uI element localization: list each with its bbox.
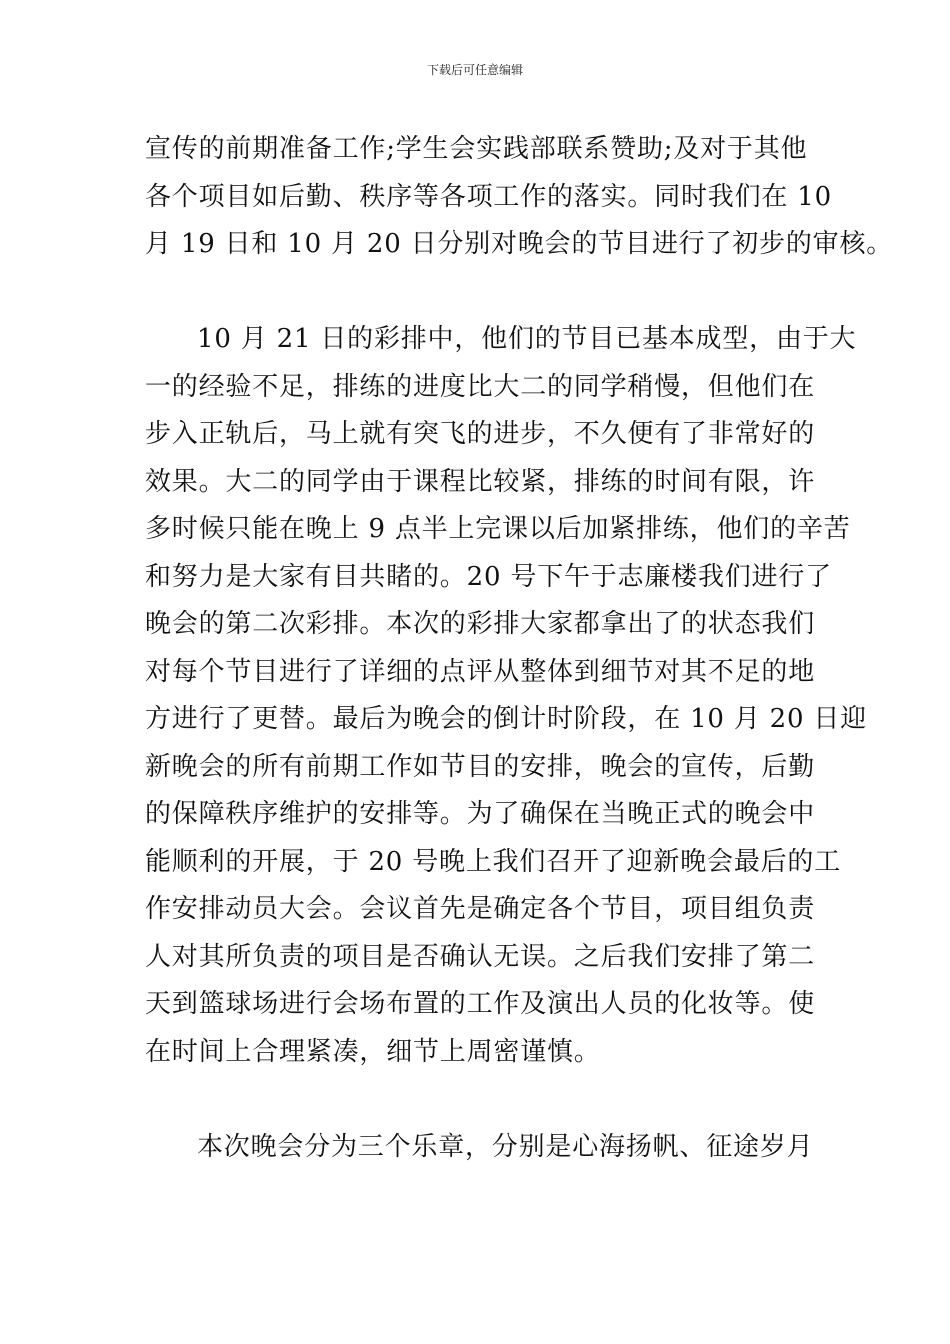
text-line: 各个项目如后勤、秩序等各项工作的落实。同时我们在 10 [145, 181, 832, 212]
text-line: 的保障秩序维护的安排等。为了确保在当晚正式的晚会中 [145, 799, 816, 829]
text-line: 本次晚会分为三个乐章，分别是心海扬帆、征途岁月 [197, 1131, 814, 1162]
text-line: 和努力是大家有目共睹的。20 号下午于志廉楼我们进行了 [145, 561, 832, 592]
text-line: 人对其所负责的项目是否确认无误。之后我们安排了第二 [145, 941, 816, 972]
paragraph-gap [145, 269, 810, 317]
text-line: 月 19 日和 10 月 20 日分别对晚会的节目进行了初步的审核。 [145, 229, 894, 259]
text-line: 能顺利的开展，于 20 号晚上我们召开了迎新晚会最后的工 [145, 846, 842, 877]
text-line: 10 月 21 日的彩排中，他们的节目已基本成型，由于大 [197, 324, 857, 354]
paragraph-2 [145, 316, 868, 1076]
text-line: 天到篮球场进行会场布置的工作及演出人员的化妆等。使 [145, 989, 816, 1019]
text-line: 宣传的前期准备工作;学生会实践部联系赞助;及对于其他 [145, 134, 808, 164]
text-line: 晚会的第二次彩排。本次的彩排大家都拿出了的状态我们 [145, 609, 816, 639]
paragraph-3 [145, 1124, 814, 1172]
text-line: 步入正轨后，马上就有突飞的进步，不久便有了非常好的 [145, 419, 816, 449]
text-line: 作安排动员大会。会议首先是确定各个节目，项目组负责 [145, 894, 816, 924]
text-line: 对每个节目进行了详细的点评从整体到细节对其不足的地 [145, 656, 816, 687]
text-line: 效果。大二的同学由于课程比较紧，排练的时间有限，许 [145, 466, 816, 497]
page-header: 下载后可任意编辑 [426, 63, 523, 77]
text-line: 在时间上合理紧凑，细节上周密谨慎。 [145, 1036, 601, 1067]
text-line: 方进行了更替。最后为晚会的倒计时阶段，在 10 月 20 日迎 [145, 704, 868, 734]
text-line: 新晚会的所有前期工作如节目的安排，晚会的宣传，后勤 [145, 751, 816, 782]
paragraph-gap [145, 1076, 810, 1124]
paragraph-1 [145, 126, 894, 269]
text-line: 多时候只能在晚上 9 点半上完课以后加紧排练，他们的辛苦 [145, 514, 851, 544]
document-body [145, 126, 894, 1171]
text-line: 一的经验不足，排练的进度比大二的同学稍慢，但他们在 [145, 371, 816, 402]
